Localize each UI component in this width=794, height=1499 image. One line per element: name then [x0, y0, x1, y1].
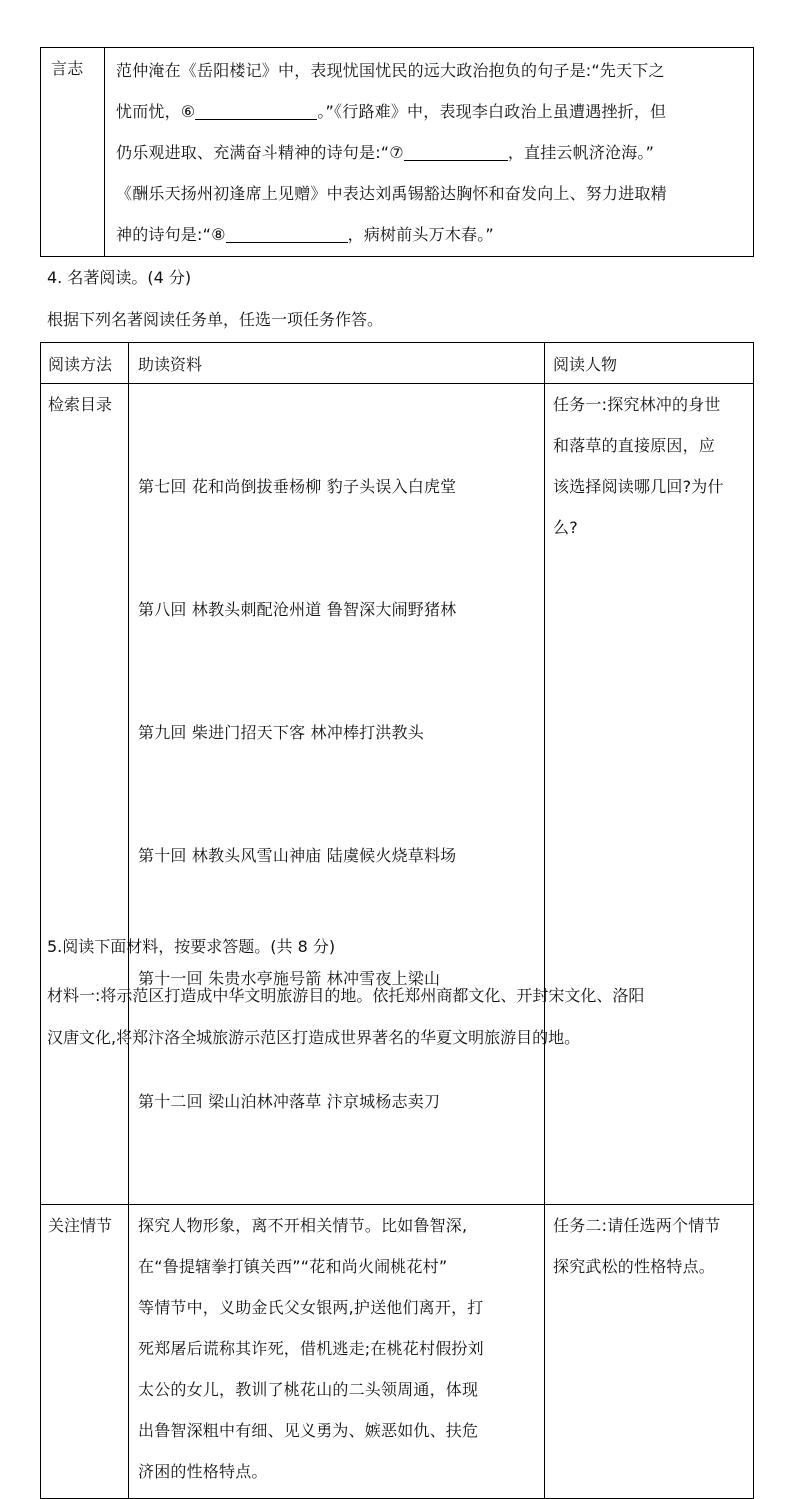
yanzhi-table	[40, 47, 754, 257]
chapter-item: 第十一回 朱贵水亭施号箭 林冲雪夜上梁山	[138, 969, 441, 988]
task-one: 任务一:探究林冲的身世 和落草的直接原因，应 该选择阅读哪几回?为什 么?	[545, 384, 754, 1205]
yanzhi-label: 言志	[51, 59, 84, 78]
task-two: 任务二:请任选两个情节 探究武松的性格特点。	[545, 1205, 754, 1499]
q5-title: 5.阅读下面材料，按要求答题。(共 8 分)	[47, 937, 336, 956]
row1-chapter-list	[129, 384, 545, 1205]
chapter-item: 第十回 林教头风雪山神庙 陆虞候火烧草料场	[138, 846, 457, 865]
answer-blank-7[interactable]	[404, 142, 508, 161]
yanzhi-label-cell	[41, 48, 105, 257]
header-characters: 阅读人物	[545, 343, 754, 384]
q4-instruction: 根据下列名著阅读任务单，任选一项任务作答。	[47, 310, 384, 329]
answer-blank-8[interactable]	[226, 224, 348, 243]
chapter-item: 第九回 柴进门招天下客 林冲棒打洪教头	[138, 723, 424, 742]
row2-plot-material: 探究人物形象，离不开相关情节。比如鲁智深, 在“鲁提辖拳打镇关西”“花和尚火闹桃花村” 等情节中，义助金氏父女银两,护送他们离开，打 死郑屠后谎称其诈死，借机逃走;在桃花村假扮刘 太公的女儿，教训了桃花山的二头领周通，体现 出鲁智深粗中有细、见义勇为、嫉恶如仇、扶危 济困的性格特点。	[129, 1205, 545, 1499]
q4-title: 4. 名著阅读。(4 分)	[47, 268, 192, 287]
answer-blank-6[interactable]	[195, 101, 317, 120]
chapter-item: 第八回 林教头刺配沧州道 鲁智深大闹野猪林	[138, 600, 457, 619]
chapter-item: 第十二回 梁山泊林冲落草 汴京城杨志卖刀	[138, 1092, 441, 1111]
yanzhi-content-cell	[105, 48, 754, 257]
yanzhi-line-1: 范仲淹在《岳阳楼记》中，表现忧国忧民的远大政治抱负的句子是:“先天下之	[116, 61, 665, 80]
row1-method: 检索目录	[41, 384, 129, 1205]
header-method: 阅读方法	[41, 343, 129, 384]
chapter-item: 第七回 花和尚倒拔垂杨柳 豹子头误入白虎堂	[138, 477, 457, 496]
row2-method: 关注情节	[41, 1205, 129, 1499]
reading-task-table	[40, 342, 754, 1499]
yanzhi-line-5: 神的诗句是:“⑧ ，病树前头万木春。”	[116, 225, 494, 244]
header-materials: 助读资料	[129, 343, 545, 384]
yanzhi-line-2: 忧而忧，⑥ 。”《行路难》中，表现李白政治上虽遭遇挫折，但	[116, 102, 667, 121]
q5-material: 材料一:将示范区打造成中华文明旅游目的地。依托郑州商都文化、开封宋文化、洛阳 汉唐文化,将郑汴洛全城旅游示范区打造成世界著名的华夏文明旅游目的地。	[47, 986, 645, 1047]
yanzhi-line-3: 仍乐观进取、充满奋斗精神的诗句是:“⑦ ，直挂云帆济沧海。”	[116, 143, 655, 162]
yanzhi-line-4: 《酬乐天扬州初逢席上见赠》中表达刘禹锡豁达胸怀和奋发向上、努力进取精	[116, 184, 667, 203]
